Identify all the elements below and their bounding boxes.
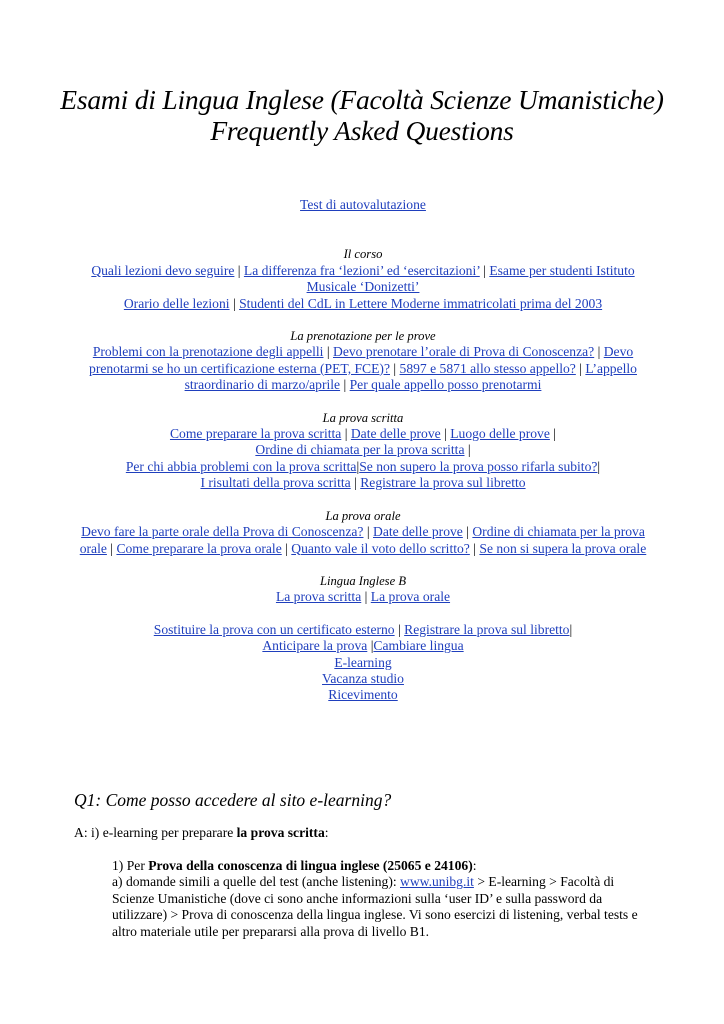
link-appello-straordinario[interactable]: L’appello straordinario di marzo/aprile: [184, 360, 637, 393]
link-e-learning[interactable]: E-learning: [334, 654, 392, 670]
link-quale-appello[interactable]: Per quale appello posso prenotarmi: [349, 377, 542, 393]
section-altri: Sostituire la prova con un certificato esterno | Registrare la prova sul libretto| Anticipare la prova |Cambiare lingua E-learning Vacanza studio Ricevimento: [153, 621, 573, 703]
link-cambiare-lingua[interactable]: Cambiare lingua: [373, 638, 464, 654]
link-studenti-cdl[interactable]: Studenti del CdL in Lettere Moderne immatricolati prima del 2003: [239, 295, 603, 311]
section-heading-corso: Il corso: [343, 247, 383, 262]
link-prenotare-orale[interactable]: Devo prenotare l’orale di Prova di Conoscenza?: [333, 344, 595, 360]
link-stesso-appello[interactable]: 5897 e 5871 allo stesso appello?: [399, 360, 576, 376]
link-unibg[interactable]: www.unibg.it: [400, 874, 474, 890]
para-a-end: > E-learning > Facoltà di Scienze Umanistiche (dove ci sono anche informazioni sulla ‘user ID’ e sulla password da utilizzare) > Prova di conoscenza della lingua inglese. Vi sono esercizi di listening, verbal tests e altro materiale utile per prepararsi alla prova di livello B1.: [112, 874, 638, 939]
title-line-1: Esami di Lingua Inglese (Facoltà Scienze Umanistiche): [60, 84, 664, 115]
link-sostituire-prova[interactable]: Sostituire la prova con un certificato esterno: [153, 621, 395, 637]
link-b-scritta[interactable]: La prova scritta: [275, 589, 362, 605]
link-preparare-scritta[interactable]: Come preparare la prova scritta: [169, 426, 342, 442]
title-line-2: Frequently Asked Questions: [210, 115, 514, 146]
link-problemi-prenotazione[interactable]: Problemi con la prenotazione degli appelli: [92, 344, 324, 360]
answer-intro: [74, 825, 329, 841]
link-anticipare-prova[interactable]: Anticipare la prova: [262, 638, 368, 654]
section-prenotazione: La prenotazione per le prove Problemi con la prenotazione degli appelli | Devo prenotare l’orale di Prova di Conoscenza? | Devo prenotarmi se ho un certificazione esterna (PET, FCE)? | 5897 e 5871 allo stesso appello? | L’appello straordinario di marzo/aprile | Per quale appello posso prenotarmi: [74, 328, 652, 394]
link-orario-lezioni[interactable]: Orario delle lezioni: [123, 295, 230, 311]
link-date-prove[interactable]: Date delle prove: [350, 426, 441, 442]
answer-paragraph-a: [112, 874, 657, 940]
section-heading-scritta: La prova scritta: [322, 410, 404, 425]
section-lingua-b: Lingua Inglese B La prova scritta | La prova orale: [74, 573, 652, 606]
link-ricevimento[interactable]: Ricevimento: [328, 687, 398, 703]
section-heading-lingua-b: Lingua Inglese B: [319, 573, 407, 588]
link-preparare-orale[interactable]: Come preparare la prova orale: [116, 540, 282, 556]
section-heading-prenotazione: La prenotazione per le prove: [290, 329, 436, 344]
item-bold: Prova della conoscenza di lingua inglese (25065 e 24106): [148, 858, 473, 873]
answer-bold: la prova scritta: [236, 825, 325, 840]
link-b-orale[interactable]: La prova orale: [370, 589, 451, 605]
section-prova-scritta: La prova scritta Come preparare la prova scritta | Date delle prove | Luogo delle prove | Ordine di chiamata per la prova scritta | Per chi abbia problemi con la prova scritta|Se non supero la prova posso rifarla subito?| I risultati della prova scritta | Registrare la prova sul libretto: [74, 410, 652, 492]
answer-item-1: [112, 858, 657, 874]
link-problemi-scritta[interactable]: Per chi abbia problemi con la prova scritta: [125, 458, 357, 474]
answer-suffix: :: [324, 825, 329, 840]
link-quali-lezioni[interactable]: Quali lezioni devo seguire: [91, 262, 235, 278]
link-voto-scritto[interactable]: Quanto vale il voto dello scritto?: [291, 540, 470, 556]
section-prova-orale: La prova orale Devo fare la parte orale della Prova di Conoscenza? | Date delle prove | Ordine di chiamata per la prova orale | Come preparare la prova orale | Quanto vale il voto dello scritto? | Se non si supera la prova orale: [74, 508, 652, 557]
item-suffix: :: [472, 858, 477, 873]
link-non-supera-orale[interactable]: Se non si supera la prova orale: [479, 540, 647, 556]
section-corso: Il corso Quali lezioni devo seguire | La differenza fra ‘lezioni’ ed ‘esercitazioni’ | Esame per studenti Istituto Musicale ‘Donizetti’ Orario delle lezioni | Studenti del CdL in Lettere Moderne immatricolati prima del 2003: [74, 246, 652, 312]
item-prefix: 1) Per: [112, 858, 149, 873]
link-registrare-libretto[interactable]: Registrare la prova sul libretto: [360, 475, 526, 491]
link-risultati-scritta[interactable]: I risultati della prova scritta: [200, 475, 351, 491]
link-test-autovalutazione[interactable]: Test di autovalutazione: [300, 197, 426, 212]
link-vacanza-studio[interactable]: Vacanza studio: [322, 670, 404, 686]
link-parte-orale[interactable]: Devo fare la parte orale della Prova di Conoscenza?: [81, 524, 364, 540]
table-of-contents: [74, 197, 652, 704]
page-title: [0, 84, 724, 146]
link-ordine-chiamata-orale[interactable]: Ordine di chiamata per la prova orale: [79, 524, 645, 556]
section-heading-orale: La prova orale: [325, 508, 401, 523]
link-ordine-chiamata-scritta[interactable]: Ordine di chiamata per la prova scritta: [255, 442, 465, 458]
link-registrare-prova[interactable]: Registrare la prova sul libretto: [404, 621, 570, 637]
link-differenza-lezioni[interactable]: La differenza fra ‘lezioni’ ed ‘esercitazioni’: [243, 262, 480, 278]
answer-prefix: A: i) e-learning per preparare: [74, 825, 237, 840]
link-certificazione-esterna[interactable]: Devo prenotarmi se ho un certificazione esterna (PET, FCE)?: [89, 344, 634, 376]
question-heading-q1: Q1: Come posso accedere al sito e-learning?: [74, 790, 392, 810]
link-esame-donizetti[interactable]: Esame per studenti Istituto Musicale ‘Donizetti’: [306, 262, 635, 295]
para-a-start: a) domande simili a quelle del test (anche listening):: [112, 874, 401, 890]
link-date-prove-orale[interactable]: Date delle prove: [373, 524, 463, 540]
link-luogo-prove[interactable]: Luogo delle prove: [450, 426, 550, 442]
link-non-supero-prova[interactable]: Se non supero la prova posso rifarla subito?: [359, 458, 598, 474]
answer-detail: [112, 858, 657, 940]
